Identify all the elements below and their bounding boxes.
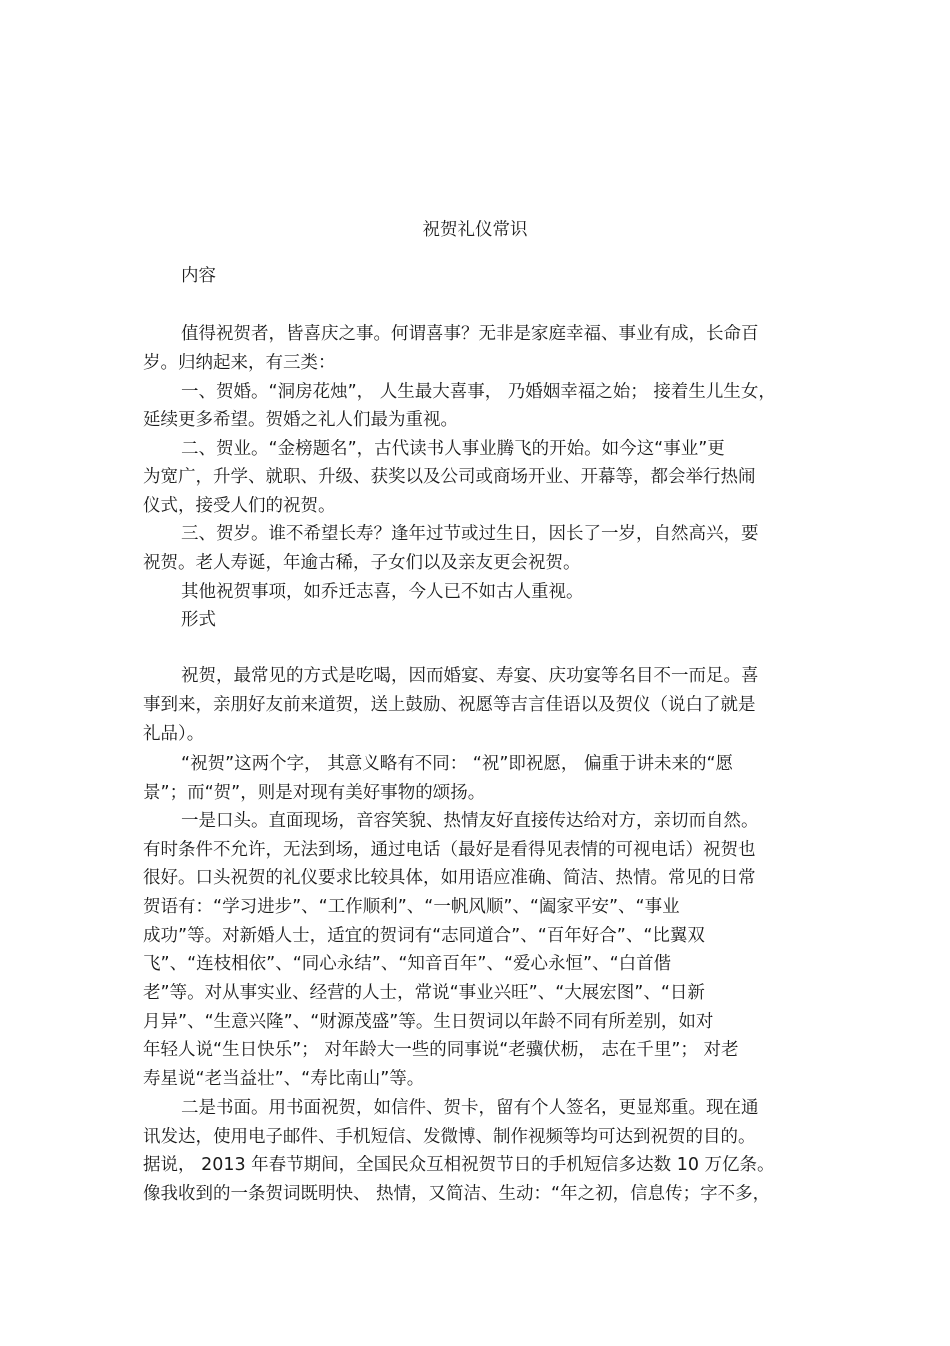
paragraph-line: 值得祝贺者，皆喜庆之事。何谓喜事？无非是家庭幸福、事业有成，长命百 xyxy=(181,324,759,344)
paragraph-line: 仪式，接受人们的祝贺。 xyxy=(143,496,336,516)
paragraph-line: 贺语有：“学习进步”、“工作顺利”、“一帆风顺”、“阖家平安”、“事业 xyxy=(143,897,680,917)
paragraph-line: 寿星说“老当益壮”、“寿比南山”等。 xyxy=(143,1069,425,1089)
paragraph-line: 成功”等。对新婚人士，适宜的贺词有“志同道合”、“百年好合”、“比翼双 xyxy=(143,926,705,946)
page-title: 祝贺礼仪常识 xyxy=(422,220,528,240)
paragraph-line: 老”等。对从事实业、经营的人士，常说“事业兴旺”、“大展宏图”、“日新 xyxy=(143,983,705,1003)
paragraph-line: 祝贺，最常见的方式是吃喝，因而婚宴、寿宴、庆功宴等名目不一而足。喜 xyxy=(181,666,759,686)
paragraph-line: 其他祝贺事项，如乔迁志喜，今人已不如古人重视。 xyxy=(181,582,584,602)
paragraph-line: 礼品）。 xyxy=(143,724,205,744)
paragraph-line: “祝贺”这两个字， 其意义略有不同： “祝”即祝愿， 偏重于讲未来的“愿 xyxy=(181,754,734,774)
paragraph-line: 年轻人说“生日快乐”； 对年龄大一些的同事说“老骥伏枥， 志在千里”； 对老 xyxy=(143,1040,739,1060)
paragraph-line: 据说， 2013 年春节期间，全国民众互相祝贺节日的手机短信多达数 10 万亿条。 xyxy=(143,1155,775,1175)
paragraph-line: 延续更多希望。贺婚之礼人们最为重视。 xyxy=(143,410,458,430)
paragraph-line: 有时条件不允许，无法到场，通过电话（最好是看得见表情的可视电话）祝贺也 xyxy=(143,840,756,860)
paragraph-line: 很好。口头祝贺的礼仪要求比较具体，如用语应准确、简洁、热情。常见的日常 xyxy=(143,868,756,888)
paragraph-line: 景”；而“贺”，则是对现有美好事物的颂扬。 xyxy=(143,783,486,803)
section-heading-form: 形式 xyxy=(181,610,216,630)
paragraph-line: 飞”、“连枝相依”、“同心永结”、“知音百年”、“爱心永恒”、“白首偕 xyxy=(143,954,672,974)
paragraph-line: 像我收到的一条贺词既明快、 热情，又简洁、生动：“年之初，信息传；字不多， xyxy=(143,1184,771,1204)
paragraph-line: 一是口头。直面现场，音容笑貌、热情友好直接传达给对方，亲切而自然。 xyxy=(181,811,759,831)
paragraph-line: 岁。归纳起来，有三类： xyxy=(143,353,336,373)
paragraph-line: 一、贺婚。“洞房花烛”， 人生最大喜事， 乃婚姻幸福之始； 接着生儿生女， xyxy=(181,382,776,402)
paragraph-line: 讯发达，使用电子邮件、手机短信、发微博、制作视频等均可达到祝贺的目的。 xyxy=(143,1127,756,1147)
paragraph-line: 祝贺。老人寿诞，年逾古稀，子女们以及亲友更会祝贺。 xyxy=(143,553,581,573)
section-heading-content: 内容 xyxy=(181,266,216,286)
paragraph-line: 三、贺岁。谁不希望长寿？逢年过节或过生日，因长了一岁，自然高兴，要 xyxy=(181,524,759,544)
paragraph-line: 为宽广，升学、就职、升级、获奖以及公司或商场开业、开幕等，都会举行热闹 xyxy=(143,467,756,487)
paragraph-line: 事到来，亲朋好友前来道贺，送上鼓励、祝愿等吉言佳语以及贺仪（说白了就是 xyxy=(143,695,756,715)
paragraph-line: 二、贺业。“金榜题名”，古代读书人事业腾飞的开始。如今这“事业”更 xyxy=(181,439,725,459)
paragraph-line: 月异”、“生意兴隆”、“财源茂盛”等。生日贺词以年龄不同有所差别，如对 xyxy=(143,1012,714,1032)
paragraph-line: 二是书面。用书面祝贺，如信件、贺卡，留有个人签名，更显郑重。现在通 xyxy=(181,1098,759,1118)
